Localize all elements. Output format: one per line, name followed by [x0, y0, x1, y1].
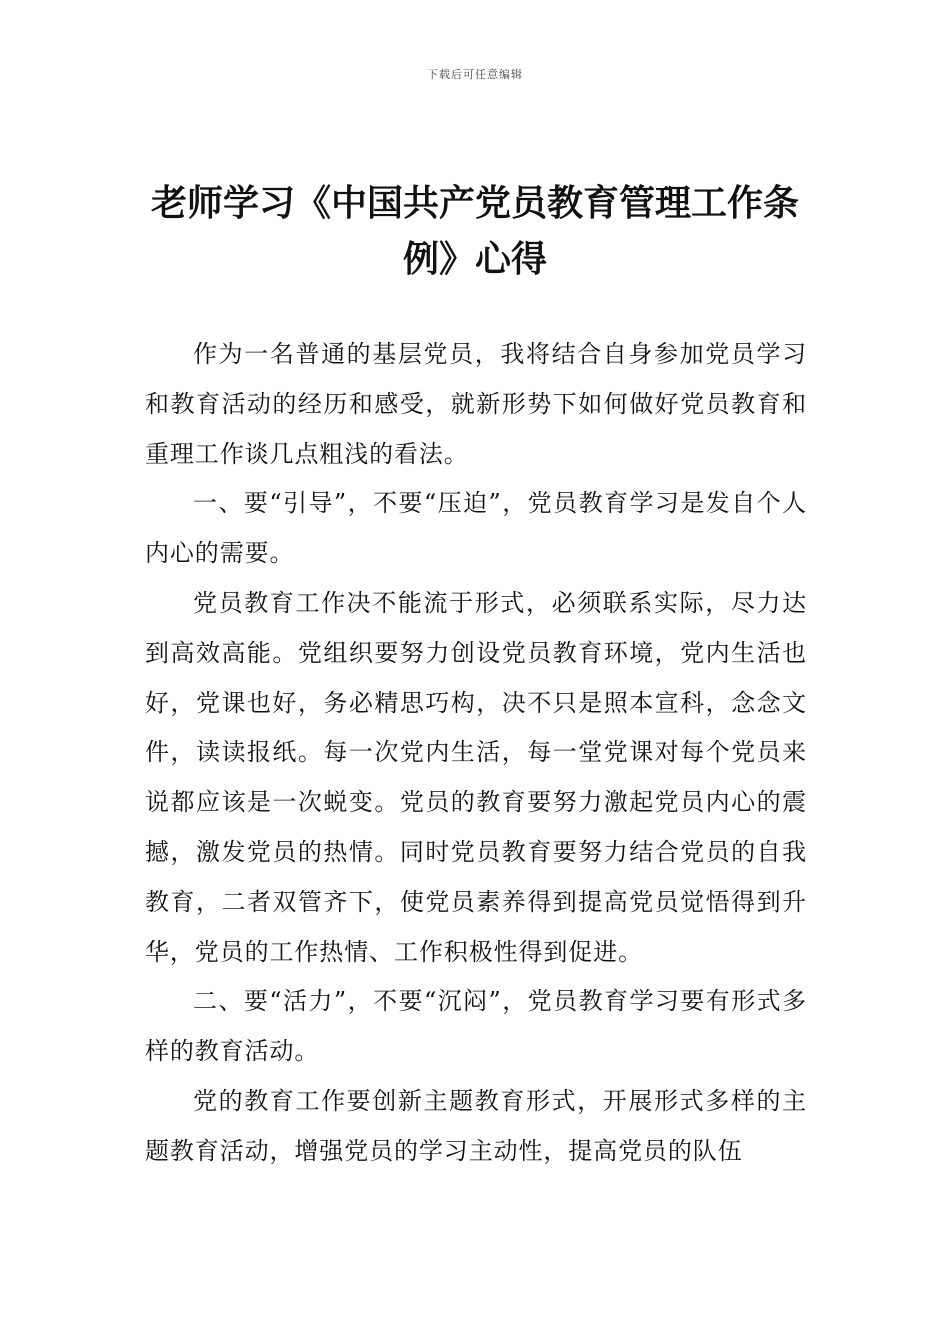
paragraph-section-2: 党的教育工作要创新主题教育形式，开展形式多样的主题教育活动，增强党员的学习主动性，提高党员的队伍 [145, 1086, 807, 1165]
document-title: 老师学习《中国共产党员教育管理工作条例》心得 [150, 183, 799, 280]
paragraph-heading-2: 二、要“活力”，不要“沉闷”，党员教育学习要有形式多样的教育活动。 [145, 987, 807, 1066]
header-note: 下载后可任意编辑 [427, 68, 523, 81]
document-body [145, 330, 807, 1177]
paragraph-heading-1: 一、要“引导”，不要“压迫”，党员教育学习是发自个人内心的需要。 [145, 489, 807, 568]
paragraph-intro: 作为一名普通的基层党员，我将结合自身参加党员学习和教育活动的经历和感受，就新形势下如何做好党员教育和重理工作谈几点粗浅的看法。 [145, 340, 807, 468]
paragraph-section-1: 党员教育工作决不能流于形式，必须联系实际，尽力达到高效高能。党组织要努力创设党员教育环境，党内生活也好，党课也好，务必精思巧构，决不只是照本宣科，念念文件，读读报纸。每一次党内生活，每一堂党课对每个党员来说都应该是一次蜕变。党员的教育要努力激起党员内心的震撼，激发党员的热情。同时党员教育要努力结合党员的自我教育，二者双管齐下，使党员素养得到提高党员觉悟得到升华，党员的工作热情、工作积极性得到促进。 [145, 588, 807, 966]
